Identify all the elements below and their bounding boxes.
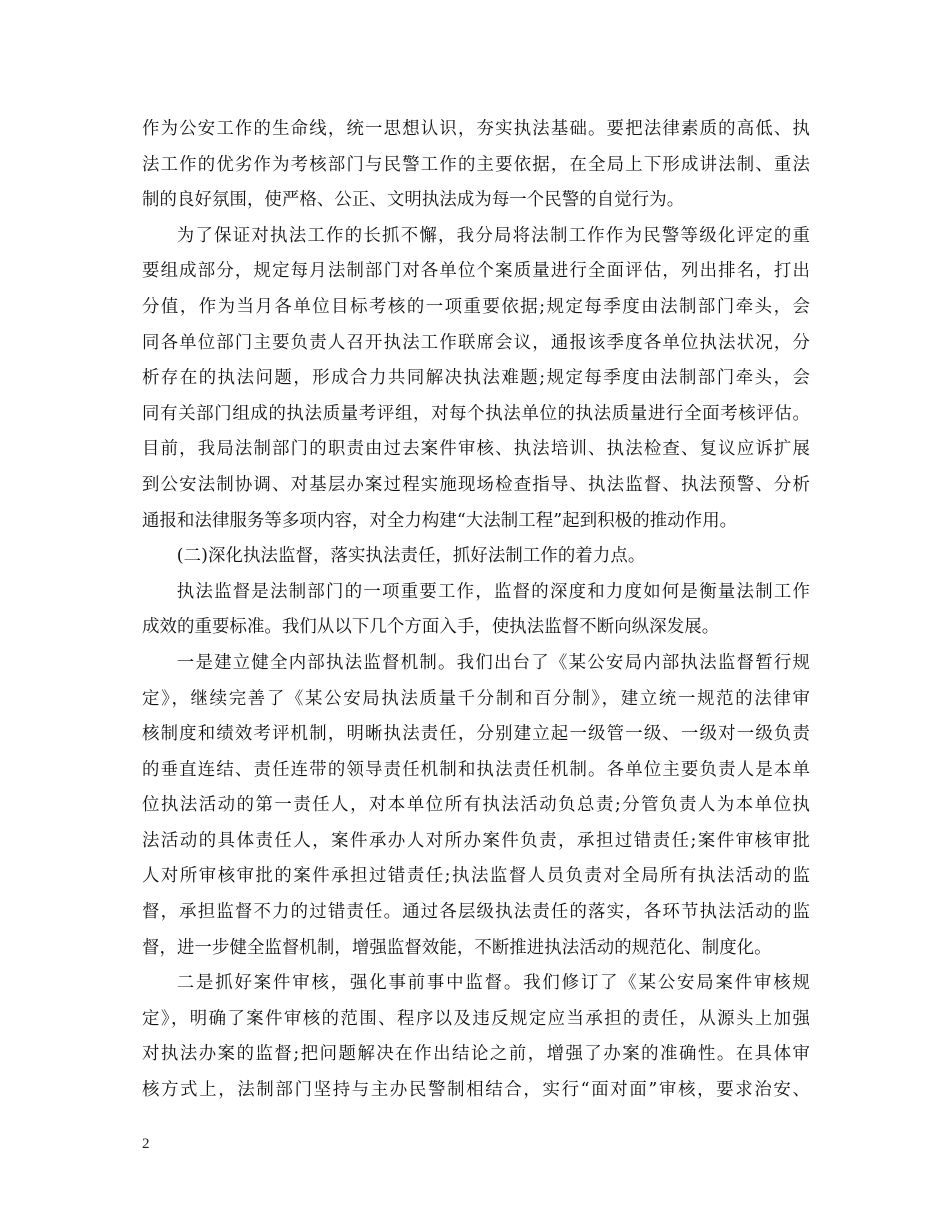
text-line: 位执法活动的第一责任人，对本单位所有执法活动负总责;分管负责人为本单位执	[142, 795, 810, 816]
text-line: 定》，明确了案件审核的范围、程序以及违反规定应当承担的责任，从源头上加强	[142, 1008, 810, 1029]
text-line: 执法监督是法制部门的一项重要工作，监督的深度和力度如何是衡量法制工作	[176, 581, 810, 602]
text-line: 核方式上，法制部门坚持与主办民警制相结合，实行“面对面”审核，要求治安、	[142, 1080, 810, 1101]
text-line: 法工作的优劣作为考核部门与民警工作的主要依据，在全局上下形成讲法制、重法	[142, 154, 810, 175]
text-line: 析存在的执法问题，形成合力共同解决执法难题;规定每季度由法制部门牵头，会	[142, 368, 810, 389]
text-line: 人对所审核审批的案件承担过错责任;执法监督人员负责对全局所有执法活动的监	[142, 866, 810, 887]
text-line: 一是建立健全内部执法监督机制。我们出台了《某公安局内部执法监督暂行规	[176, 652, 810, 673]
text-line: 核制度和绩效考评机制，明晰执法责任，分别建立起一级管一级、一级对一级负责	[142, 724, 810, 745]
text-line: 到公安法制协调、对基层办案过程实施现场检查指导、执法监督、执法预警、分析	[142, 474, 810, 495]
text-line: 的垂直连结、责任连带的领导责任机制和执法责任机制。各单位主要负责人是本单	[142, 759, 810, 780]
document-body	[142, 112, 810, 1109]
text-line: 制的良好氛围，使严格、公正、文明执法成为每一个民警的自觉行为。	[142, 190, 685, 211]
text-line: 督，进一步健全监督机制，增强监督效能，不断推进执法活动的规范化、制度化。	[142, 937, 772, 958]
page-number: 2	[142, 1136, 150, 1152]
text-line: 同各单位部门主要负责人召开执法工作联席会议，通报该季度各单位执法状况，分	[142, 332, 810, 353]
text-line: 法活动的具体责任人，案件承办人对所办案件负责，承担过错责任;案件审核审批	[142, 830, 810, 851]
text-line: 成效的重要标准。我们从以下几个方面入手，使执法监督不断向纵深发展。	[142, 617, 720, 638]
text-line: 作为公安工作的生命线，统一思想认识，夯实执法基础。要把法律素质的高低、执	[142, 119, 810, 139]
text-line: 分值，作为当月各单位目标考核的一项重要依据;规定每季度由法制部门牵头，会	[142, 296, 810, 317]
text-line: 对执法办案的监督;把问题解决在作出结论之前，增强了办案的准确性。在具体审	[142, 1044, 810, 1065]
text-line: 要组成部分，规定每月法制部门对各单位个案质量进行全面评估，列出排名，打出	[142, 261, 810, 282]
text-line: 为了保证对执法工作的长抓不懈，我分局将法制工作作为民警等级化评定的重	[176, 225, 810, 246]
text-line: 目前，我局法制部门的职责由过去案件审核、执法培训、执法检查、复议应诉扩展	[142, 439, 810, 460]
text-line: 督，承担监督不力的过错责任。通过各层级执法责任的落实，各环节执法活动的监	[142, 902, 810, 923]
text-line: 通报和法律服务等多项内容，对全力构建“大法制工程”起到积极的推动作用。	[142, 510, 738, 531]
text-line: (二)深化执法监督，落实执法责任，抓好法制工作的着力点。	[176, 546, 646, 567]
text-line: 同有关部门组成的执法质量考评组，对每个执法单位的执法质量进行全面考核评估。	[142, 403, 810, 424]
text-line: 定》，继续完善了《某公安局执法质量千分制和百分制》，建立统一规范的法律审	[142, 688, 810, 709]
text-line: 二是抓好案件审核，强化事前事中监督。我们修订了《某公安局案件审核规	[176, 973, 810, 994]
